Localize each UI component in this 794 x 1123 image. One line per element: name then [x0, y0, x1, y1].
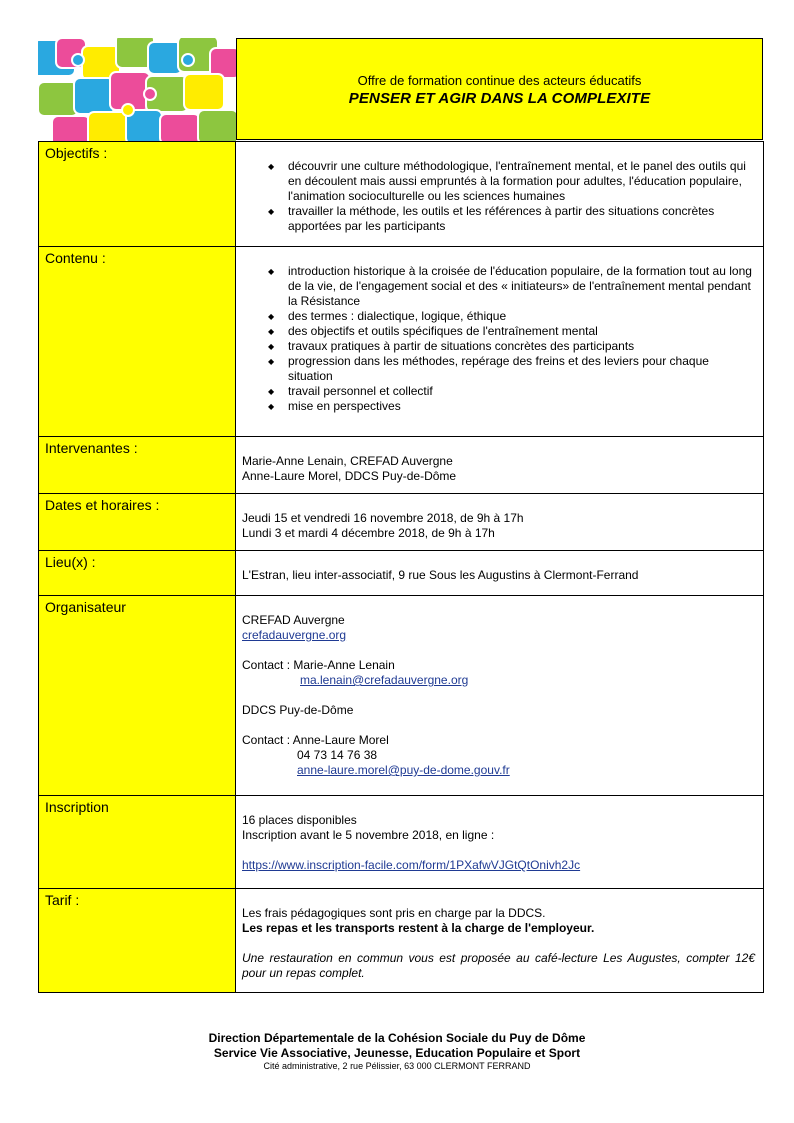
- row-organisateur: [39, 596, 764, 796]
- list-item: ◆ introduction historique à la croisée de l'éducation populaire, de la formation tout au long de la vie, de l'engagement social et des « initiateurs» de l'entraînement mental pendant la Résistance: [268, 264, 752, 308]
- list-item: ◆ travail personnel et collectif: [268, 384, 433, 398]
- label-intervenantes: Intervenantes :: [39, 437, 236, 494]
- org2-name: DDCS Puy-de-Dôme: [242, 703, 354, 717]
- row-contenu: [39, 247, 764, 437]
- tarif-line-3: Une restauration en commun vous est proposée au café-lecture Les Augustes, compter 12€ pour un repas complet.: [242, 951, 755, 980]
- puzzle-image: [38, 38, 236, 141]
- intervenante-1: Marie-Anne Lenain, CREFAD Auvergne: [242, 454, 453, 468]
- contact1-name: Contact : Marie-Anne Lenain: [242, 658, 395, 672]
- label-organisateur: Organisateur: [39, 596, 236, 796]
- diamond-bullet-icon: ◆: [268, 207, 275, 216]
- label-objectifs: Objectifs :: [39, 142, 236, 247]
- header-title: PENSER ET AGIR DANS LA COMPLEXITE: [348, 90, 651, 107]
- diamond-bullet-icon: ◆: [268, 342, 275, 351]
- tarif-line-2: Les repas et les transports restent à la charge de l'employeur.: [242, 921, 595, 935]
- contact1-email-link[interactable]: ma.lenain@crefadauvergne.org: [300, 673, 469, 687]
- places-line: 16 places disponibles: [242, 813, 357, 827]
- label-inscription: Inscription: [39, 796, 236, 889]
- label-contenu: Contenu :: [39, 247, 236, 437]
- org1-name: CREFAD Auvergne: [242, 613, 345, 627]
- list-item: ◆ mise en perspectives: [268, 399, 401, 413]
- row-intervenantes: [39, 437, 764, 494]
- info-table: [38, 141, 764, 993]
- list-item: ◆ découvrir une culture méthodologique, l'entraînement mental, et le panel des outils qui en découlent mais aussi empruntés à la formation pour adultes, l'éducation populaire, l'animation socioculturelle ou les sciences humaines: [268, 159, 746, 203]
- date-line-2: Lundi 3 et mardi 4 décembre 2018, de 9h à 17h: [242, 526, 495, 540]
- label-dates: Dates et horaires :: [39, 494, 236, 551]
- row-dates: [39, 494, 764, 551]
- deadline-line: Inscription avant le 5 novembre 2018, en ligne :: [242, 828, 495, 842]
- diamond-bullet-icon: ◆: [268, 267, 275, 276]
- date-line-1: Jeudi 15 et vendredi 16 novembre 2018, de 9h à 17h: [242, 511, 524, 525]
- list-item: ◆ travaux pratiques à partir de situations concrètes des participants: [268, 339, 635, 353]
- diamond-bullet-icon: ◆: [268, 162, 275, 171]
- label-tarif: Tarif :: [39, 889, 236, 993]
- org1-link[interactable]: crefadauvergne.org: [242, 628, 347, 642]
- header-subtitle: Offre de formation continue des acteurs éducatifs: [357, 73, 642, 88]
- list-item: ◆ des termes : dialectique, logique, éthique: [268, 309, 507, 323]
- diamond-bullet-icon: ◆: [268, 312, 275, 321]
- list-item: ◆ progression dans les méthodes, repérage des freins et des leviers pour chaque situation: [268, 354, 709, 383]
- footer-line-2: Service Vie Associative, Jeunesse, Education Populaire et Sport: [213, 1046, 581, 1060]
- lieu-line: L'Estran, lieu inter-associatif, 9 rue Sous les Augustins à Clermont-Ferrand: [242, 568, 639, 582]
- diamond-bullet-icon: ◆: [268, 357, 275, 366]
- row-tarif: [39, 889, 764, 993]
- label-lieu: Lieu(x) :: [39, 551, 236, 596]
- tarif-line-1: Les frais pédagogiques sont pris en charge par la DDCS.: [242, 906, 546, 920]
- diamond-bullet-icon: ◆: [268, 402, 275, 411]
- list-item: ◆ travailler la méthode, les outils et les références à partir des situations concrètes apportées par les participants: [268, 204, 715, 233]
- header-box: [236, 38, 763, 140]
- row-inscription: [39, 796, 764, 889]
- diamond-bullet-icon: ◆: [268, 327, 275, 336]
- contact2-phone: 04 73 14 76 38: [297, 748, 378, 762]
- contact2-email-link[interactable]: anne-laure.morel@puy-de-dome.gouv.fr: [297, 763, 510, 777]
- row-lieu: [39, 551, 764, 596]
- intervenante-2: Anne-Laure Morel, DDCS Puy-de-Dôme: [242, 469, 457, 483]
- inscription-link[interactable]: https://www.inscription-facile.com/form/1PXafwVJGtQtOnivh2Jc: [242, 858, 581, 872]
- footer-line-1: Direction Départementale de la Cohésion Sociale du Puy de Dôme: [208, 1031, 586, 1045]
- diamond-bullet-icon: ◆: [268, 387, 275, 396]
- list-item: ◆ des objectifs et outils spécifiques de l'entraînement mental: [268, 324, 598, 338]
- row-objectifs: [39, 142, 764, 247]
- objectifs-list: [266, 159, 755, 234]
- footer-address: Cité administrative, 2 rue Pélissier, 63 000 CLERMONT FERRAND: [263, 1061, 531, 1071]
- contenu-list: [266, 264, 755, 414]
- contact2-name: Contact : Anne-Laure Morel: [242, 733, 389, 747]
